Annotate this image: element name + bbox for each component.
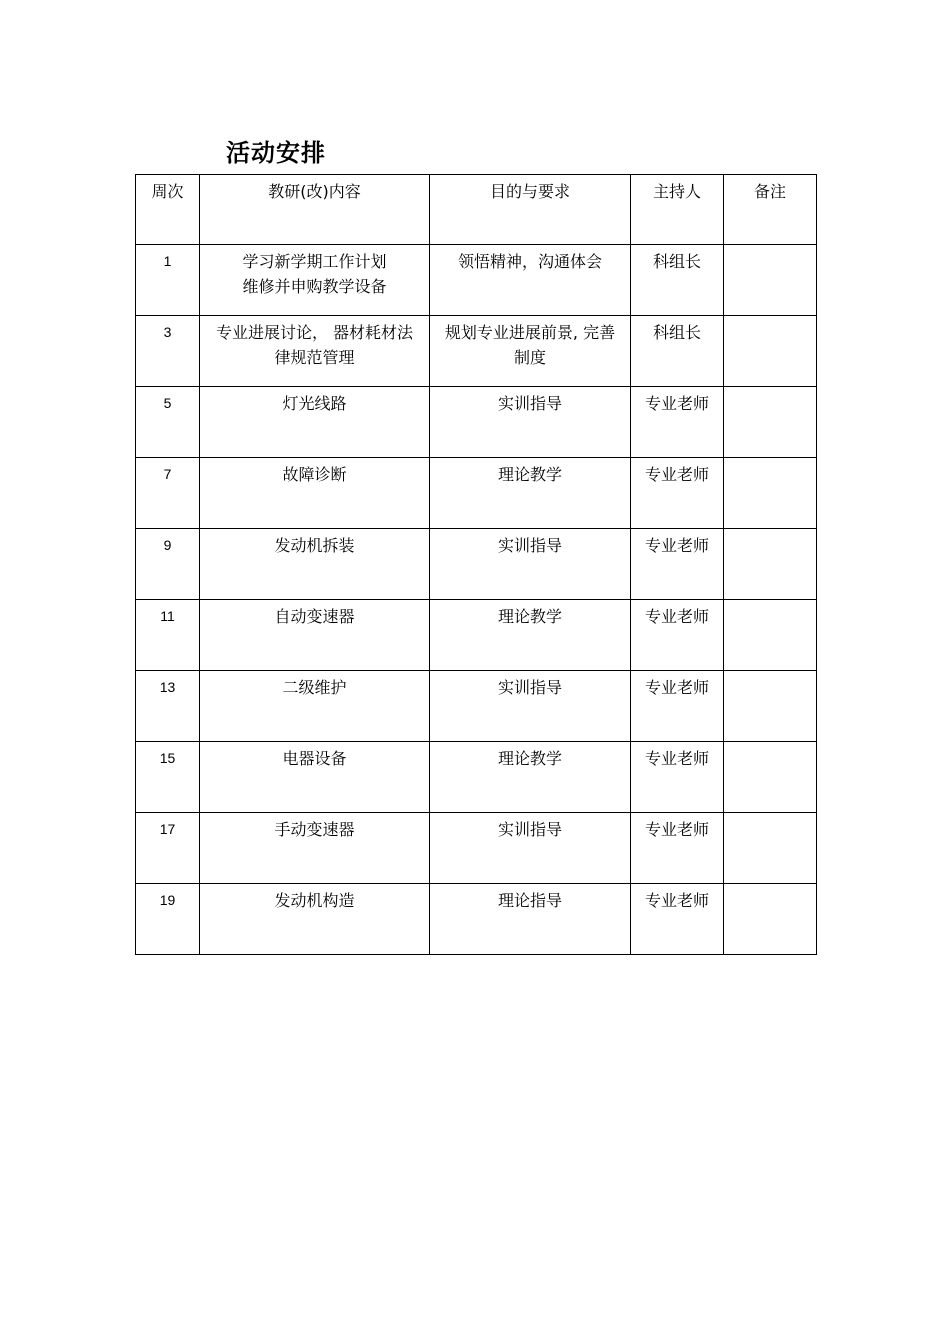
goal-line: 实训指导 xyxy=(497,820,562,839)
cell-content xyxy=(200,529,430,600)
cell-note xyxy=(724,529,817,600)
header-host: 主持人 xyxy=(631,175,724,245)
cell-note xyxy=(724,742,817,813)
cell-note xyxy=(724,316,817,387)
table-row xyxy=(136,458,817,529)
table-row xyxy=(136,813,817,884)
cell-content xyxy=(200,600,430,671)
cell-goal xyxy=(430,813,631,884)
cell-host: 专业老师 xyxy=(631,600,724,671)
content-line: 电器设备 xyxy=(282,749,347,768)
cell-week: 3 xyxy=(136,316,200,387)
header-content: 教研(改)内容 xyxy=(200,175,430,245)
goal-line: 实训指导 xyxy=(497,394,562,413)
goal-line: 制度 xyxy=(513,348,546,367)
cell-week: 17 xyxy=(136,813,200,884)
table-row xyxy=(136,387,817,458)
cell-week: 1 xyxy=(136,245,200,316)
cell-goal xyxy=(430,458,631,529)
table-row xyxy=(136,245,817,316)
table-row xyxy=(136,742,817,813)
content-line: 专业进展讨论， 器材耗材法 xyxy=(215,323,414,342)
cell-goal xyxy=(430,671,631,742)
cell-week: 7 xyxy=(136,458,200,529)
cell-host: 科组长 xyxy=(631,245,724,316)
cell-week: 19 xyxy=(136,884,200,955)
cell-host: 专业老师 xyxy=(631,387,724,458)
table-row xyxy=(136,600,817,671)
content-line: 灯光线路 xyxy=(282,394,347,413)
cell-host: 专业老师 xyxy=(631,671,724,742)
table-row xyxy=(136,316,817,387)
goal-line: 理论教学 xyxy=(497,749,562,768)
cell-content xyxy=(200,884,430,955)
table-row xyxy=(136,884,817,955)
cell-week: 11 xyxy=(136,600,200,671)
cell-host: 专业老师 xyxy=(631,884,724,955)
cell-content xyxy=(200,245,430,316)
goal-line: 规划专业进展前景, 完善 xyxy=(444,323,616,342)
header-week: 周次 xyxy=(136,175,200,245)
cell-note xyxy=(724,813,817,884)
content-line: 发动机拆装 xyxy=(274,536,355,555)
table-header-row xyxy=(136,175,817,245)
cell-note xyxy=(724,387,817,458)
content-line: 自动变速器 xyxy=(274,607,355,626)
header-goal: 目的与要求 xyxy=(430,175,631,245)
cell-goal xyxy=(430,387,631,458)
content-line: 维修并申购教学设备 xyxy=(242,277,387,296)
cell-content xyxy=(200,813,430,884)
cell-week: 15 xyxy=(136,742,200,813)
content-line: 手动变速器 xyxy=(274,820,355,839)
cell-week: 5 xyxy=(136,387,200,458)
cell-note xyxy=(724,245,817,316)
page-title: 活动安排 xyxy=(226,139,326,167)
cell-week: 13 xyxy=(136,671,200,742)
cell-goal xyxy=(430,600,631,671)
cell-note xyxy=(724,600,817,671)
cell-week: 9 xyxy=(136,529,200,600)
cell-content xyxy=(200,458,430,529)
content-line: 故障诊断 xyxy=(282,465,347,484)
cell-host: 科组长 xyxy=(631,316,724,387)
header-note: 备注 xyxy=(724,175,817,245)
goal-line: 理论教学 xyxy=(497,465,562,484)
cell-content xyxy=(200,671,430,742)
cell-host: 专业老师 xyxy=(631,742,724,813)
cell-note xyxy=(724,671,817,742)
content-line: 二级维护 xyxy=(282,678,347,697)
content-line: 律规范管理 xyxy=(274,348,355,367)
cell-goal xyxy=(430,742,631,813)
content-line: 发动机构造 xyxy=(274,891,355,910)
cell-content xyxy=(200,316,430,387)
goal-line: 理论教学 xyxy=(497,607,562,626)
table-row xyxy=(136,529,817,600)
cell-content xyxy=(200,742,430,813)
cell-goal xyxy=(430,529,631,600)
goal-line: 实训指导 xyxy=(497,678,562,697)
goal-line: 理论指导 xyxy=(497,891,562,910)
cell-host: 专业老师 xyxy=(631,529,724,600)
cell-goal xyxy=(430,884,631,955)
table-row xyxy=(136,671,817,742)
cell-goal xyxy=(430,316,631,387)
goal-line: 实训指导 xyxy=(497,536,562,555)
cell-host: 专业老师 xyxy=(631,813,724,884)
cell-host: 专业老师 xyxy=(631,458,724,529)
content-line: 学习新学期工作计划 xyxy=(242,252,387,271)
cell-note xyxy=(724,458,817,529)
goal-line: 领悟精神，沟通体会 xyxy=(457,252,602,271)
cell-note xyxy=(724,884,817,955)
activity-schedule-table xyxy=(135,174,817,955)
cell-goal xyxy=(430,245,631,316)
cell-content xyxy=(200,387,430,458)
